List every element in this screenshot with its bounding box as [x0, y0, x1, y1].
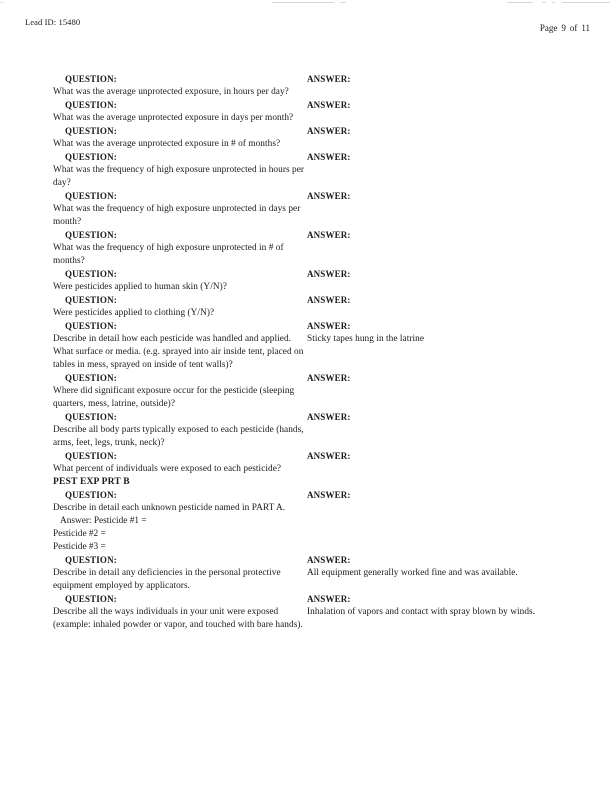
question-column [53, 593, 305, 632]
qa-row [53, 268, 559, 294]
question-text: What was the frequency of high exposure unprotected in days per month? [53, 204, 301, 227]
question-text: Were pesticides applied to human skin (Y/N)? [53, 282, 227, 292]
scan-artifact [340, 2, 346, 3]
answer-label: ANSWER: [307, 126, 351, 136]
question-label: QUESTION: [65, 152, 117, 162]
question-column [53, 489, 305, 554]
question-column [53, 294, 305, 320]
answer-column [307, 489, 559, 502]
question-label: QUESTION: [65, 594, 117, 604]
answer-column [307, 151, 559, 164]
qa-row [53, 294, 559, 320]
qa-row [53, 229, 559, 268]
answer-label: ANSWER: [307, 269, 351, 279]
answer-label: ANSWER: [307, 412, 351, 422]
sub-list-item: Pesticide #2 = [53, 529, 106, 539]
qa-row [53, 320, 559, 372]
page-total: 11 [581, 23, 590, 33]
qa-row [53, 554, 559, 593]
qa-row [53, 372, 559, 411]
question-column [53, 268, 305, 294]
answer-label: ANSWER: [307, 373, 351, 383]
question-text: Describe all the ways individuals in your unit were exposed (example: inhaled powder or vapor, and touched with bare hands). [53, 607, 303, 630]
page-number [540, 23, 590, 33]
sub-list-item: Pesticide #3 = [53, 542, 106, 552]
qa-row [53, 99, 559, 125]
question-text: What was the frequency of high exposure unprotected in # of months? [53, 243, 284, 266]
question-text: What percent of individuals were exposed to each pesticide? [53, 464, 282, 474]
question-label: QUESTION: [65, 295, 117, 305]
answer-column [307, 73, 559, 86]
question-column [53, 372, 305, 411]
qa-body [53, 73, 559, 632]
question-text: What was the average unprotected exposure in # of months? [53, 139, 281, 149]
question-text: What was the frequency of high exposure unprotected in hours per day? [53, 165, 305, 188]
answer-label: ANSWER: [307, 321, 351, 331]
answer-column [307, 411, 559, 424]
question-column [53, 554, 305, 593]
answer-label: ANSWER: [307, 295, 351, 305]
question-text: Describe in detail how each pesticide was handled and applied. What surface or media. (e.g. sprayed into air inside tent, placed on tables in mess, sprayed on inside of tent walls)? [53, 334, 304, 370]
question-label: QUESTION: [65, 269, 117, 279]
answer-column [307, 99, 559, 112]
scan-artifact [562, 2, 610, 3]
answer-label: ANSWER: [307, 152, 351, 162]
scan-artifact [552, 2, 555, 3]
answer-label: ANSWER: [307, 594, 351, 604]
answer-column [307, 593, 559, 619]
page-word: Page [539, 23, 558, 33]
question-label: QUESTION: [65, 451, 117, 461]
answer-column [307, 294, 559, 307]
qa-row [53, 411, 559, 450]
scan-artifact [0, 2, 4, 3]
question-label: QUESTION: [65, 74, 117, 84]
question-column [53, 73, 305, 99]
qa-row [53, 593, 559, 632]
question-column [53, 151, 305, 190]
answer-label: ANSWER: [307, 74, 351, 84]
question-label: QUESTION: [65, 555, 117, 565]
question-text: What was the average unprotected exposure in days per month? [53, 113, 294, 123]
qa-row [53, 190, 559, 229]
sub-list-item: Answer: Pesticide #1 = [60, 516, 147, 526]
question-column [53, 190, 305, 229]
page-current: 9 [561, 23, 566, 33]
qa-row [53, 489, 559, 554]
answer-text: Inhalation of vapors and contact with spray blown by winds. [307, 607, 536, 617]
question-label: QUESTION: [65, 412, 117, 422]
answer-text: Sticky tapes hung in the latrine [307, 334, 425, 344]
question-column [53, 99, 305, 125]
question-label: QUESTION: [65, 373, 117, 383]
answer-column [307, 190, 559, 203]
question-text: What was the average unprotected exposure, in hours per day? [53, 87, 289, 97]
answer-label: ANSWER: [307, 555, 351, 565]
question-text: Where did significant exposure occur for the pesticide (sleeping quarters, mess, latrine, outside)? [53, 386, 295, 409]
page-header [0, 17, 612, 31]
question-text: Describe in detail each unknown pesticide named in PART A. [53, 503, 286, 513]
answer-column [307, 125, 559, 138]
question-column [53, 450, 305, 476]
answer-text: All equipment generally worked fine and was available. [307, 568, 518, 578]
question-label: QUESTION: [65, 490, 117, 500]
answer-label: ANSWER: [307, 230, 351, 240]
answer-label: ANSWER: [307, 490, 351, 500]
question-text: Describe in detail any deficiencies in the personal protective equipment employed by applicators. [53, 568, 281, 591]
question-column [53, 125, 305, 151]
answer-column [307, 268, 559, 281]
question-label: QUESTION: [65, 230, 117, 240]
question-sub-list [53, 515, 305, 554]
answer-column [307, 372, 559, 385]
answer-label: ANSWER: [307, 451, 351, 461]
question-text: Were pesticides applied to clothing (Y/N)? [53, 308, 215, 318]
scan-artifact [272, 2, 334, 3]
question-text: Describe all body parts typically exposed to each pesticide (hands, arms, feet, legs, trunk, neck)? [53, 425, 304, 448]
question-column [53, 229, 305, 268]
qa-row [53, 450, 559, 476]
answer-column [307, 554, 559, 580]
answer-column [307, 229, 559, 242]
answer-column [307, 450, 559, 463]
question-label: QUESTION: [65, 126, 117, 136]
answer-column [307, 320, 559, 346]
scan-artifact [542, 2, 546, 3]
question-label: QUESTION: [65, 191, 117, 201]
question-label: QUESTION: [65, 321, 117, 331]
page-of-word: of [569, 23, 578, 33]
answer-label: ANSWER: [307, 100, 351, 110]
scan-artifact [507, 2, 533, 3]
qa-row [53, 73, 559, 99]
section-heading: PEST EXP PRT B [53, 477, 130, 487]
question-label: QUESTION: [65, 100, 117, 110]
question-column [53, 411, 305, 450]
question-column [53, 320, 305, 372]
qa-row [53, 151, 559, 190]
lead-id-label: Lead ID: 15480 [25, 17, 81, 27]
answer-label: ANSWER: [307, 191, 351, 201]
qa-row [53, 125, 559, 151]
